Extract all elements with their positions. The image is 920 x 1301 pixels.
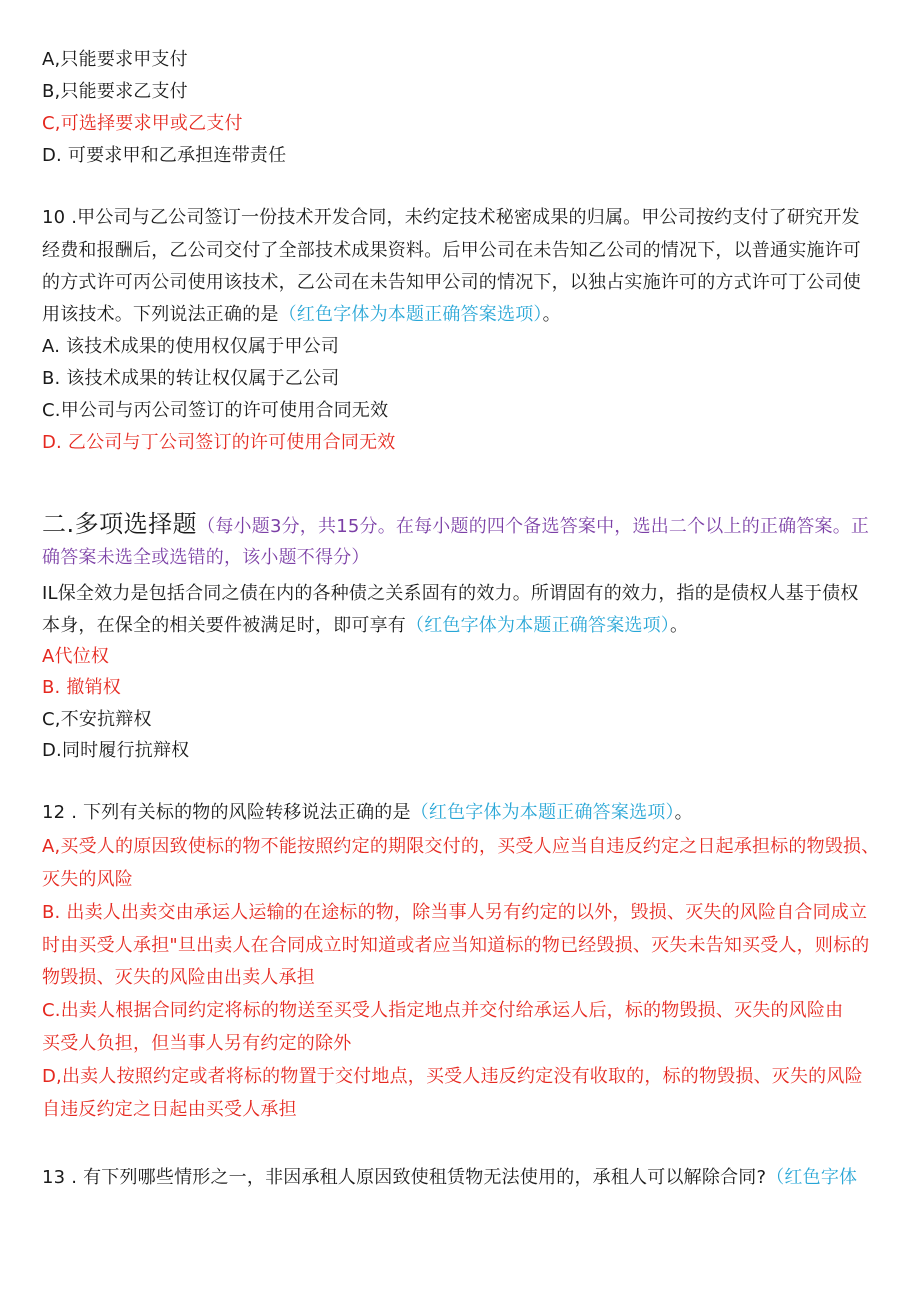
q11-option-a-correct: A代位权 xyxy=(42,646,110,667)
q10-answer-hint: （红色字体为本题正确答案选项） xyxy=(278,304,543,325)
q9-option-a: A,只能要求甲支付 xyxy=(42,49,188,70)
q10-option-a: A. 该技术成果的使用权仅属于甲公司 xyxy=(42,336,340,357)
q12-option-b-line1: B. 出卖人出卖交由承运人运输的在途标的物，除当事人另有约定的以外，毁损、灭失的风险自合同成立 xyxy=(42,902,868,923)
q10-stem-end: 。 xyxy=(542,304,561,325)
q12-option-b-line2: 时由买受人承担"旦出卖人在合同成立时知道或者应当知道标的物已经毁损、灭失未告知买受人，则标的 xyxy=(42,935,870,956)
section2-note-line2: 确答案未选全或选错的，该小题不得分） xyxy=(42,547,370,568)
q12-option-d-line1: D,出卖人按照约定或者将标的物置于交付地点，买受人违反约定没有收取的，标的物毁损、灭失的风险 xyxy=(42,1066,863,1087)
q13-answer-hint: （红色字体 xyxy=(766,1167,858,1188)
q11-option-c: C,不安抗辩权 xyxy=(42,709,152,730)
q12-option-c-line2: 买受人负担，但当事人另有约定的除外 xyxy=(42,1033,352,1054)
section2-title: 二.多项选择题 xyxy=(42,510,198,538)
q10-stem-text: 用该技术。下列说法正确的是 xyxy=(42,304,279,325)
section2-note-line1: （每小题3分，共15分。在每小题的四个备选答案中，选出二个以上的正确答案。正 xyxy=(197,516,870,537)
q12-stem-text: 12 . 下列有关标的物的风险转移说法正确的是 xyxy=(42,802,411,823)
q11-option-b-correct: B. 撤销权 xyxy=(42,677,121,698)
q12-option-c-line1: C.出卖人根据合同约定将标的物送至买受人指定地点并交付给承运人后，标的物毁损、灭失的风险由 xyxy=(42,1000,844,1021)
q10-stem-line1: 10 .甲公司与乙公司签订一份技术开发合同，未约定技术秘密成果的归属。甲公司按约支付了研究开发 xyxy=(42,207,860,228)
q11-stem-end: 。 xyxy=(670,615,689,636)
q11-answer-hint: （红色字体为本题正确答案选项） xyxy=(406,615,670,636)
q12-option-d-line2: 自违反约定之日起由买受人承担 xyxy=(42,1099,297,1120)
q10-option-d-correct: D. 乙公司与丁公司签订的许可使用合同无效 xyxy=(42,432,396,453)
section2-heading xyxy=(42,512,869,539)
q10-stem-line3: 的方式许可丙公司使用该技术，乙公司在未告知甲公司的情况下，以独占实施许可的方式许可丁公司使 xyxy=(42,272,861,293)
q10-option-b: B. 该技术成果的转让权仅属于乙公司 xyxy=(42,368,340,389)
q11-stem-text: 本身，在保全的相关要件被满足时，即可享有 xyxy=(42,615,406,636)
q12-answer-hint: （红色字体为本题正确答案选项） xyxy=(410,802,675,823)
q9-option-c-correct: C,可选择要求甲或乙支付 xyxy=(42,113,243,134)
q12-stem-end: 。 xyxy=(674,802,693,823)
q11-stem-line2 xyxy=(42,614,688,638)
q12-stem xyxy=(42,801,693,825)
q11-option-d: D.同时履行抗辩权 xyxy=(42,740,190,761)
q11-stem-line1: IL保全效力是包括合同之债在内的各种债之关系固有的效力。所谓固有的效力，指的是债权人基于债权 xyxy=(42,583,859,604)
q10-option-c: C.甲公司与丙公司签订的许可使用合同无效 xyxy=(42,400,389,421)
q9-option-b: B,只能要求乙支付 xyxy=(42,81,188,102)
q12-option-b-line3: 物毁损、灭失的风险由出卖人承担 xyxy=(42,967,315,988)
q10-stem-line2: 经费和报酬后，乙公司交付了全部技术成果资料。后甲公司在未告知乙公司的情况下，以普通实施许可 xyxy=(42,240,861,261)
q12-option-a-line2: 灭失的风险 xyxy=(42,869,133,890)
q13-stem xyxy=(42,1166,857,1190)
q13-stem-text: 13 . 有下列哪些情形之一，非因承租人原因致使租赁物无法使用的，承租人可以解除合同? xyxy=(42,1167,767,1188)
q12-option-a-line1: A,买受人的原因致使标的物不能按照约定的期限交付的，买受人应当自违反约定之日起承担标的物毁损、 xyxy=(42,836,880,857)
q9-option-d: D. 可要求甲和乙承担连带责任 xyxy=(42,145,287,166)
q10-stem-line4 xyxy=(42,303,561,327)
